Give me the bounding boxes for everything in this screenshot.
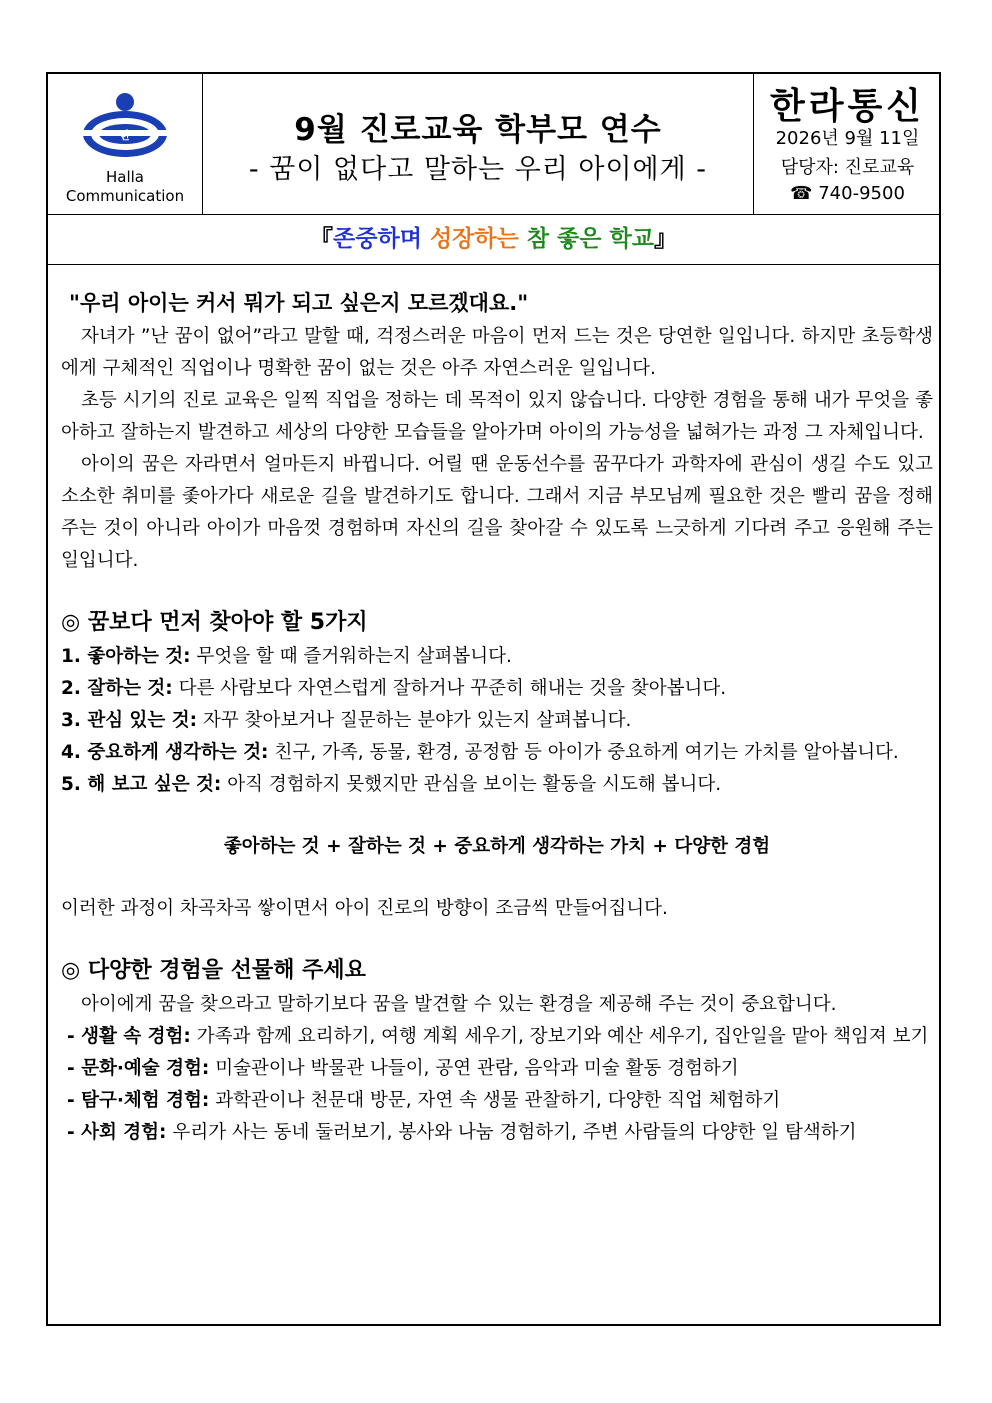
intro-paragraph-1: 자녀가 ”난 꿈이 없어”라고 말할 때, 걱정스러운 마음이 먼저 드는 것은 당연한 일입니다. 하지만 초등학생에게 구체적인 직업이나 명확한 꿈이 없는 것은 아주 자연스러운 일입니다. bbox=[61, 326, 933, 379]
header bbox=[48, 74, 939, 215]
section2-intro: 아이에게 꿈을 찾으라고 말하기보다 꿈을 발견할 수 있는 환경을 제공해 주는 것이 중요합니다. bbox=[81, 994, 837, 1015]
list-item bbox=[61, 737, 933, 769]
list-item bbox=[61, 705, 933, 737]
title-block bbox=[203, 74, 754, 214]
list-item-text: 우리가 사는 동네 둘러보기, 봉사와 나눔 경험하기, 주변 사람들의 다양한 일 탐색하기 bbox=[172, 1122, 857, 1143]
logo-mark: 한 bbox=[119, 129, 131, 142]
slogan-open-bracket: 『 bbox=[310, 226, 334, 252]
list-item-label: - 탐구·체험 경험: bbox=[67, 1090, 210, 1111]
school-slogan bbox=[48, 214, 939, 265]
list-item-text: 친구, 가족, 동물, 환경, 공정함 등 아이가 중요하게 여기는 가치를 알아봅니다. bbox=[274, 742, 899, 763]
logo-block bbox=[48, 74, 203, 214]
section1-conclusion: 이러한 과정이 차곡차곡 쌓이면서 아이 진로의 방향이 조금씩 만들어집니다. bbox=[61, 898, 668, 919]
intro-paragraph-3: 아이의 꿈은 자라면서 얼마든지 바뀝니다. 어릴 땐 운동선수를 꿈꾸다가 과학자에 관심이 생길 수도 있고 소소한 취미를 좇아가다 새로운 길을 발견하기도 합니다. 그래서 지금 부모님께 필요한 것은 빨리 꿈을 정해주는 것이 아니라 아이가 마음껏 경험하며 자신의 길을 찾아갈 수 있도록 느긋하게 기다려 주고 응원해 주는 일입니다. bbox=[61, 454, 933, 571]
list-item-label: - 문화·예술 경험: bbox=[67, 1058, 210, 1079]
list-item-text: 아직 경험하지 못했지만 관심을 보이는 활동을 시도해 봅니다. bbox=[227, 774, 722, 795]
section2-heading: ◎ 다양한 경험을 선물해 주세요 bbox=[61, 958, 366, 983]
article-body bbox=[61, 287, 933, 1149]
phone-number: 740-9500 bbox=[818, 183, 905, 204]
halla-logo-icon bbox=[80, 92, 170, 158]
phone-line bbox=[754, 183, 941, 204]
list-item-label: 4. 중요하게 생각하는 것: bbox=[61, 742, 269, 763]
slogan-part3: 참 좋은 학교 bbox=[526, 226, 654, 252]
info-block bbox=[754, 74, 941, 214]
list-item bbox=[61, 673, 933, 705]
slogan-part2: 성장하는 bbox=[429, 226, 519, 252]
list-item-text: 다른 사람보다 자연스럽게 잘하거나 꾸준히 해내는 것을 찾아봅니다. bbox=[178, 678, 727, 699]
list-item bbox=[61, 1053, 933, 1085]
intro-quote: "우리 아이는 커서 뭐가 되고 싶은지 모르겠대요." bbox=[69, 291, 529, 315]
slogan-part1: 존중하며 bbox=[333, 226, 422, 252]
list-item bbox=[61, 1021, 933, 1053]
list-item-label: 1. 좋아하는 것: bbox=[61, 646, 191, 667]
logo-text-line2: Communication bbox=[65, 187, 185, 205]
list-item bbox=[61, 641, 933, 673]
list-item-text: 가족과 함께 요리하기, 여행 계획 세우기, 장보기와 예산 세우기, 집안일을 맡아 책임져 보기 bbox=[196, 1026, 929, 1047]
list-item-text: 무엇을 할 때 즐거워하는지 살펴봅니다. bbox=[196, 646, 512, 667]
list-item-text: 미술관이나 박물관 나들이, 공연 관람, 음악과 미술 활동 경험하기 bbox=[215, 1058, 739, 1079]
list-item-label: 2. 잘하는 것: bbox=[61, 678, 173, 699]
list-item-label: - 사회 경험: bbox=[67, 1122, 167, 1143]
list-item-label: 3. 관심 있는 것: bbox=[61, 710, 197, 731]
page-subtitle: - 꿈이 없다고 말하는 우리 아이에게 - bbox=[248, 154, 708, 185]
newsletter-brand: 한라통신 bbox=[769, 86, 926, 127]
manager: 담당자: 진로교육 bbox=[780, 157, 915, 178]
list-item-text: 자꾸 찾아보거나 질문하는 분야가 있는지 살펴봅니다. bbox=[202, 710, 632, 731]
newsletter-frame bbox=[46, 72, 941, 1326]
list-item-text: 과학관이나 천문대 방문, 자연 속 생물 관찰하기, 다양한 직업 체험하기 bbox=[215, 1090, 781, 1111]
section1-heading: ◎ 꿈보다 먼저 찾아야 할 5가지 bbox=[61, 610, 368, 635]
list-item bbox=[61, 1117, 933, 1149]
page-title: 9월 진로교육 학부모 연수 bbox=[294, 112, 662, 148]
list-item-label: - 생활 속 경험: bbox=[67, 1026, 191, 1047]
intro-paragraph-2: 초등 시기의 진로 교육은 일찍 직업을 정하는 데 목적이 있지 않습니다. 다양한 경험을 통해 내가 무엇을 좋아하고 잘하는지 발견하고 세상의 다양한 모습들을 알아가며 아이의 가능성을 넓혀가는 과정 그 자체입니다. bbox=[61, 390, 933, 443]
formula: 좋아하는 것 + 잘하는 것 + 중요하게 생각하는 가치 + 다양한 경험 bbox=[223, 836, 771, 857]
logo-text-line1: Halla bbox=[106, 168, 144, 186]
list-item bbox=[61, 769, 933, 801]
slogan-close-bracket: 』 bbox=[653, 226, 677, 252]
list-item bbox=[61, 1085, 933, 1117]
issue-date: 2026년 9월 11일 bbox=[775, 128, 920, 149]
phone-icon: ☎ bbox=[790, 183, 813, 204]
list-item-label: 5. 해 보고 싶은 것: bbox=[61, 774, 222, 795]
